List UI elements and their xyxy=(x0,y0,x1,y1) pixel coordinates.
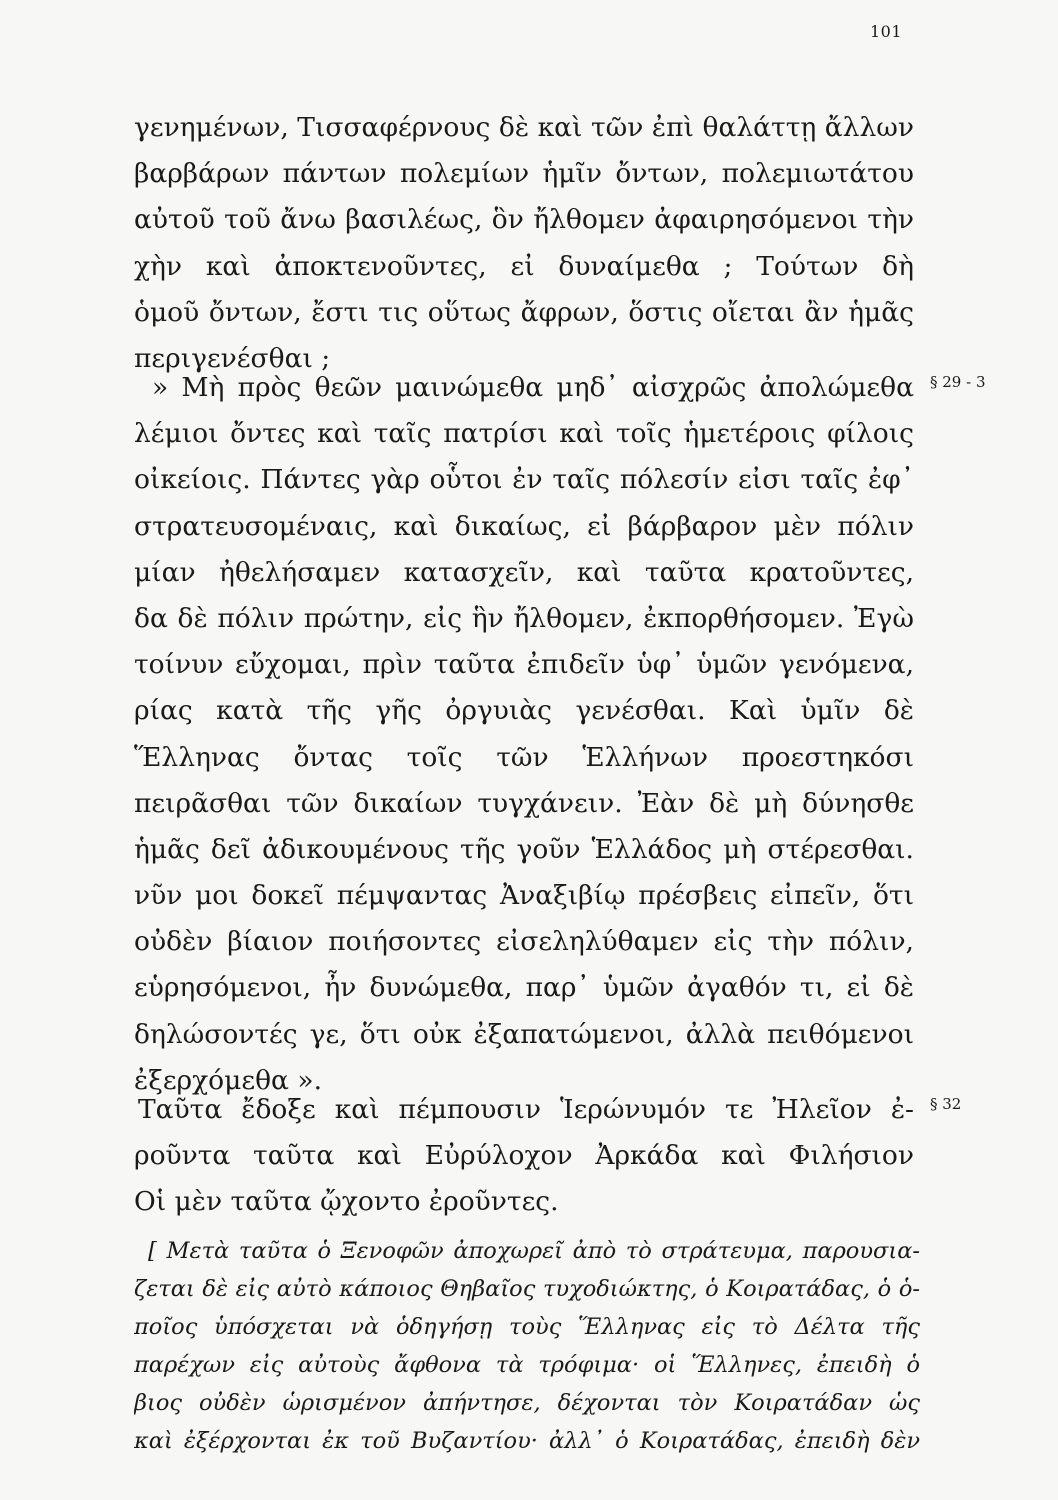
text-line: δηλώσοντές γε, ὅτι οὐκ ἐξαπατώμενοι, ἀλλὰ πειθόμενοι xyxy=(134,1018,914,1050)
note-line: ζεται δὲ εἰς αὐτὸ κάποιος Θηβαῖος τυχοδιώκτης, ὁ Κοιρατάδας, ὁ ὁ- xyxy=(134,1276,920,1302)
text-line: Ἕλληνας ὄντας τοῖς τῶν Ἑλλήνων προεστηκόσι xyxy=(134,741,914,773)
text-line: οὐδὲν βίαιον ποιήσοντες εἰσεληλύθαμεν εἰς τὴν πόλιν, xyxy=(134,926,914,958)
note-line: καὶ ἐξέρχονται ἐκ τοῦ Βυζαντίου· ἀλλ᾽ ὁ Κοιρατάδας, ἐπειδὴ δὲν xyxy=(134,1428,920,1454)
paragraph-1 xyxy=(134,105,914,382)
text-line: βαρβάρων πάντων πολεμίων ἡμῖν ὄντων, πολεμιωτάτου xyxy=(134,158,914,190)
paragraph-2 xyxy=(134,365,914,1104)
text-line: εὑρησόμενοι, ἦν δυνώμεθα, παρ᾽ ὑμῶν ἀγαθόν τι, εἰ δὲ xyxy=(134,972,914,1004)
text-line: Ταῦτα ἔδοξε καὶ πέμπουσιν Ἱερώνυμόν τε Ἠλεῖον ἐ- xyxy=(138,1094,914,1125)
text-line: περιγενέσθαι ; xyxy=(134,342,331,374)
note-line: βιος οὐδὲν ὡρισμένον ἀπήντησε, δέχονται τὸν Κοιρατάδαν ὡς xyxy=(134,1390,920,1416)
note-line: παρέχων εἰς αὐτοὺς ἄφθονα τὰ τρόφιμα· οἱ Ἕλληνες, ἐπειδὴ ὁ xyxy=(134,1352,920,1378)
summary-note xyxy=(134,1232,920,1460)
text-line: οἰκείοις. Πάντες γὰρ οὗτοι ἐν ταῖς πόλεσίν εἰσι ταῖς ἐφ᾽ xyxy=(134,464,914,496)
text-line: νῦν μοι δοκεῖ πέμψαντας Ἀναξιβίῳ πρέσβεις εἰπεῖν, ὅτι xyxy=(134,880,914,912)
text-line: Οἱ μὲν ταῦτα ᾤχοντο ἐροῦντες. xyxy=(134,1186,559,1218)
text-line: ρίας κατὰ τῆς γῆς ὀργυιὰς γενέσθαι. Καὶ ὑμῖν δὲ xyxy=(134,695,914,727)
text-line: ἡμᾶς δεῖ ἀδικουμένους τῆς γοῦν Ἑλλάδος μὴ στέρεσθαι. xyxy=(134,833,914,865)
note-line: ποῖος ὑπόσχεται νὰ ὁδηγήσῃ τοὺς Ἕλληνας εἰς τὸ Δέλτα τῆς xyxy=(134,1314,920,1340)
text-line: γενημένων, Τισσαφέρνους δὲ καὶ τῶν ἐπὶ θαλάττῃ ἄλλων xyxy=(134,112,914,143)
text-line: αὐτοῦ τοῦ ἄνω βασιλέως, ὃν ἤλθομεν ἀφαιρησόμενοι τὴν xyxy=(134,204,914,236)
text-line: μίαν ἠθελήσαμεν κατασχεῖν, καὶ ταῦτα κρατοῦντες, xyxy=(134,556,914,588)
note-line: [ Μετὰ ταῦτα ὁ Ξενοφῶν ἀποχωρεῖ ἀπὸ τὸ στράτευμα, παρουσια- xyxy=(148,1238,920,1264)
text-line: πειρᾶσθαι τῶν δικαίων τυγχάνειν. Ἐὰν δὲ μὴ δύνησθε xyxy=(134,787,914,819)
margin-note-section: § 32 xyxy=(930,1095,962,1113)
text-line: ροῦντα ταῦτα καὶ Εὐρύλοχον Ἀρκάδα καὶ Φιλήσιον xyxy=(134,1140,914,1172)
text-line: ἐξερχόμεθα ». xyxy=(134,1064,322,1096)
text-line: ὁμοῦ ὄντων, ἔστι τις οὕτως ἄφρων, ὅστις οἴεται ἂν ἡμᾶς xyxy=(134,296,914,328)
margin-note-section: § 29 - 3 xyxy=(930,373,986,391)
page-number: 101 xyxy=(870,22,903,41)
text-line: » Μὴ πρὸς θεῶν μαινώμεθα μηδ᾽ αἰσχρῶς ἀπολώμεθα xyxy=(152,372,914,403)
text-line: λέμιοι ὄντες καὶ ταῖς πατρίσι καὶ τοῖς ἡμετέροις φίλοις xyxy=(134,418,914,450)
text-line: τοίνυν εὔχομαι, πρὶν ταῦτα ἐπιδεῖν ὑφ᾽ ὑμῶν γενόμενα, xyxy=(134,649,914,681)
text-line: στρατευσομέναις, καὶ δικαίως, εἰ βάρβαρον μὲν πόλιν xyxy=(134,510,914,542)
paragraph-3 xyxy=(134,1087,914,1226)
text-line: δα δὲ πόλιν πρώτην, εἰς ἣν ἤλθομεν, ἐκπορθήσομεν. Ἐγὼ xyxy=(134,602,914,634)
text-line: χὴν καὶ ἀποκτενοῦντες, εἰ δυναίμεθα ; Τούτων δὴ xyxy=(134,250,914,282)
